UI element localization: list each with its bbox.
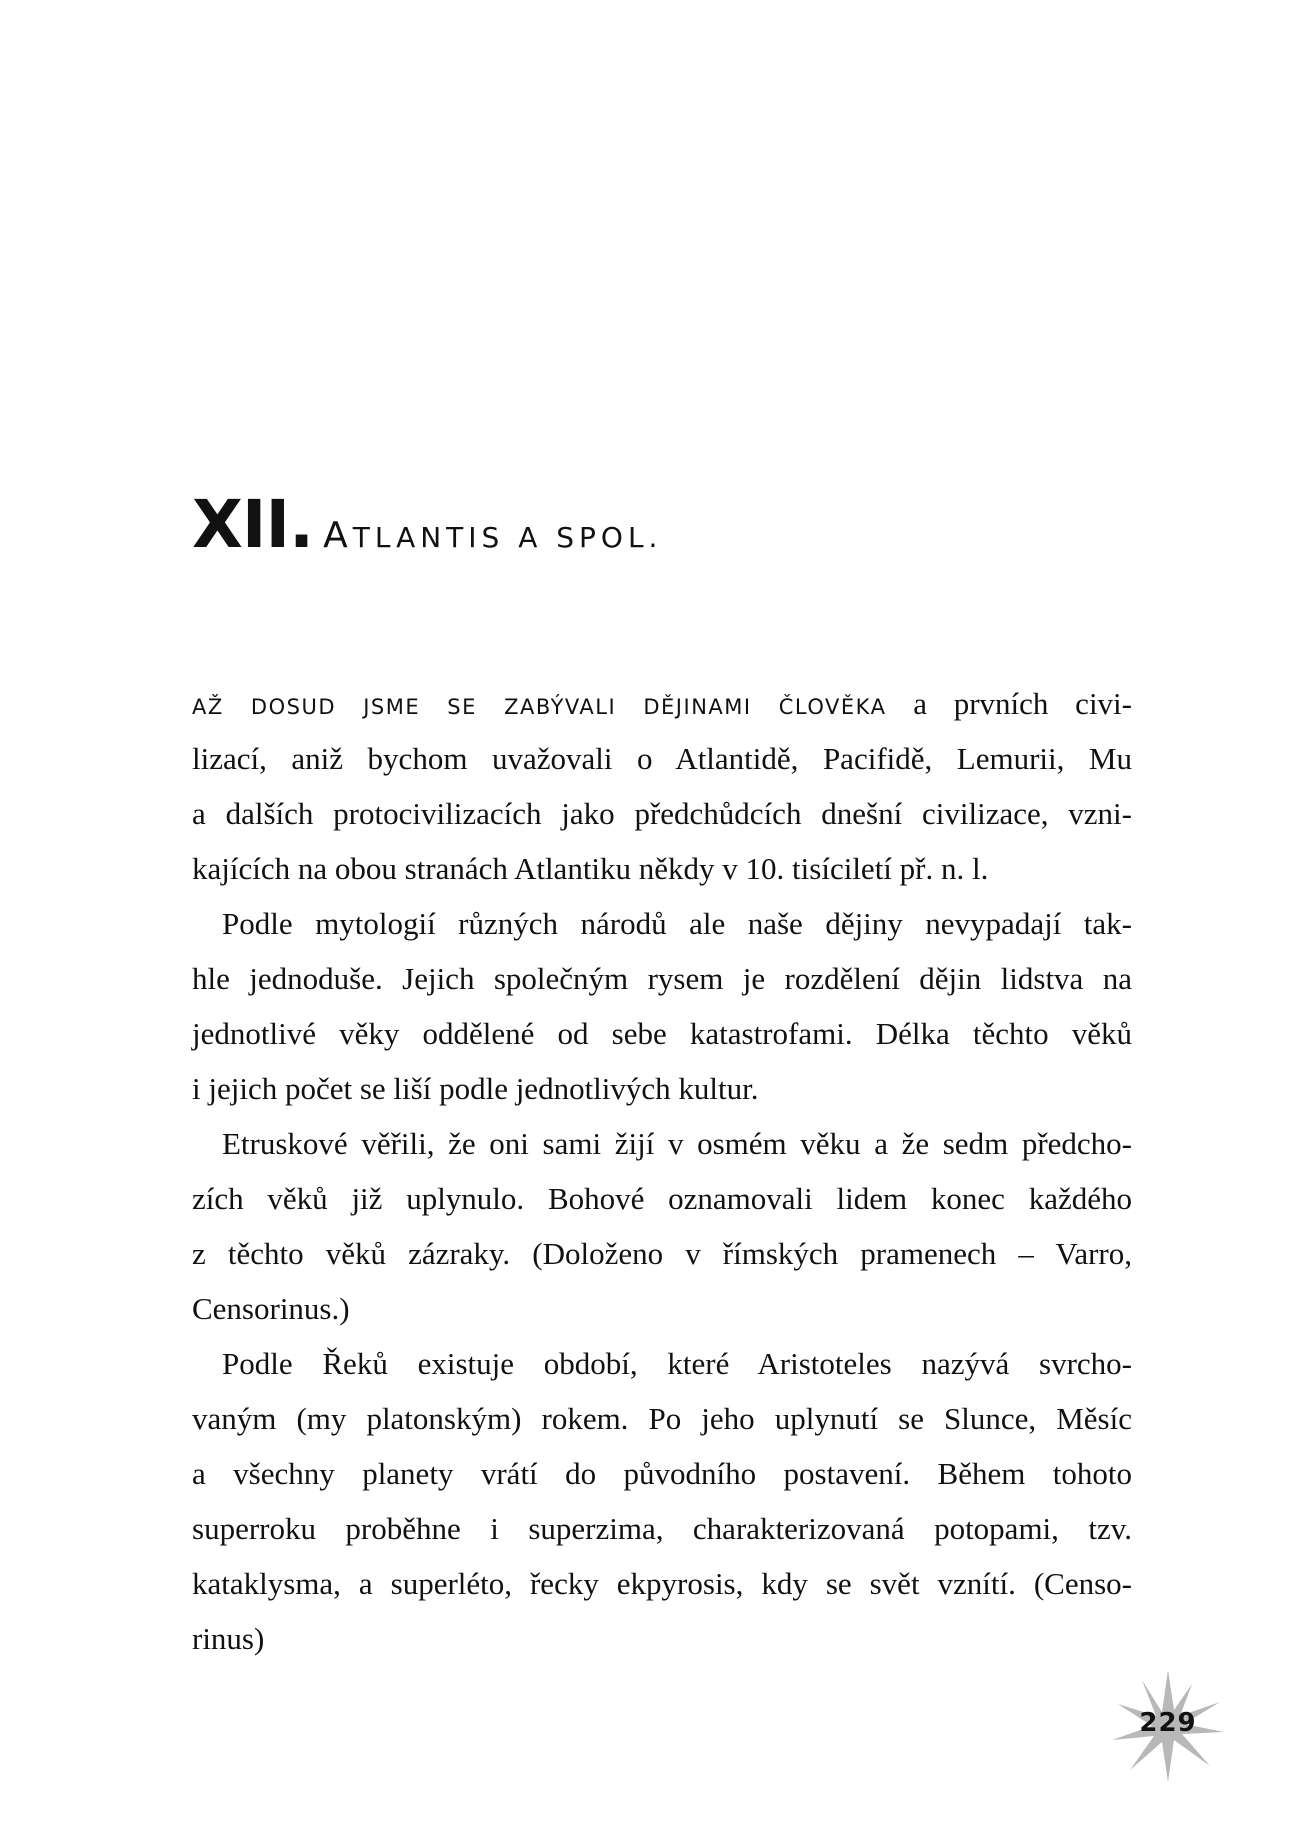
paragraph-4-line-2: vaným (my platonským) rokem. Po jeho uplynutí se Slunce, Měsíc (192, 1401, 1132, 1436)
lead-in-small-caps: AŽ DOSUD JSME SE ZABÝVALI DĚJINAMI ČLOVĚKA (192, 695, 887, 719)
page-number: 229 (1139, 1708, 1197, 1738)
paragraph-2-line-2: hle jednoduše. Jejich společným rysem je rozdělení dějin lidstva na (192, 961, 1132, 996)
paragraph-3-line-1: Etruskové věřili, že oni sami žijí v osmém věku a že sedm předcho- (222, 1126, 1132, 1161)
paragraph-4-line-6: rinus) (192, 1621, 265, 1656)
paragraph-4-line-1: Podle Řeků existuje období, které Aristoteles nazývá svrcho- (222, 1346, 1132, 1381)
paragraph-1-line-3: a dalších protocivilizacích jako předchůdcích dnešní civilizace, vzni- (192, 796, 1132, 831)
chapter-title (323, 515, 662, 556)
paragraph-3-line-4: Censorinus.) (192, 1291, 350, 1326)
body-text (192, 676, 1132, 1666)
paragraph-2-line-1: Podle mytologií různých národů ale naše dějiny nevypadají tak- (222, 906, 1132, 941)
page-number-badge (1112, 1670, 1224, 1782)
paragraph-2-line-4: i jejich počet se liší podle jednotlivých kultur. (192, 1071, 759, 1106)
paragraph-4-line-5: kataklysma, a superléto, řecky ekpyrosis, kdy se svět vznítí. (Censo- (192, 1566, 1132, 1601)
paragraph-4-line-3: a všechny planety vrátí do původního postavení. Během tohoto (192, 1456, 1132, 1491)
paragraph-3-line-2: zích věků již uplynulo. Bohové oznamovali lidem konec každého (192, 1181, 1132, 1216)
paragraph-1-line-1: AŽ DOSUD JSME SE ZABÝVALI DĚJINAMI ČLOVĚKA a prvních civi- (192, 686, 1132, 721)
paragraph-2-line-3: jednotlivé věky oddělené od sebe katastrofami. Délka těchto věků (192, 1016, 1132, 1051)
paragraph-1-line-4: kajících na obou stranách Atlantiku někdy v 10. tisíciletí př. n. l. (192, 851, 989, 886)
paragraph-1-line-2: lizací, aniž bychom uvažovali o Atlantidě, Pacifidě, Lemurii, Mu (192, 741, 1132, 776)
chapter-title-initial: A (323, 515, 353, 556)
paragraph-3-line-3: z těchto věků zázraky. (Doloženo v římských pramenech – Varro, (192, 1236, 1132, 1271)
paragraph-4-line-4: superroku proběhne i superzima, charakterizovaná potopami, tzv. (192, 1511, 1132, 1546)
chapter-title-rest: TLANTIS A SPOL. (352, 521, 663, 554)
chapter-number: XII. (192, 486, 314, 563)
chapter-heading (192, 486, 663, 563)
